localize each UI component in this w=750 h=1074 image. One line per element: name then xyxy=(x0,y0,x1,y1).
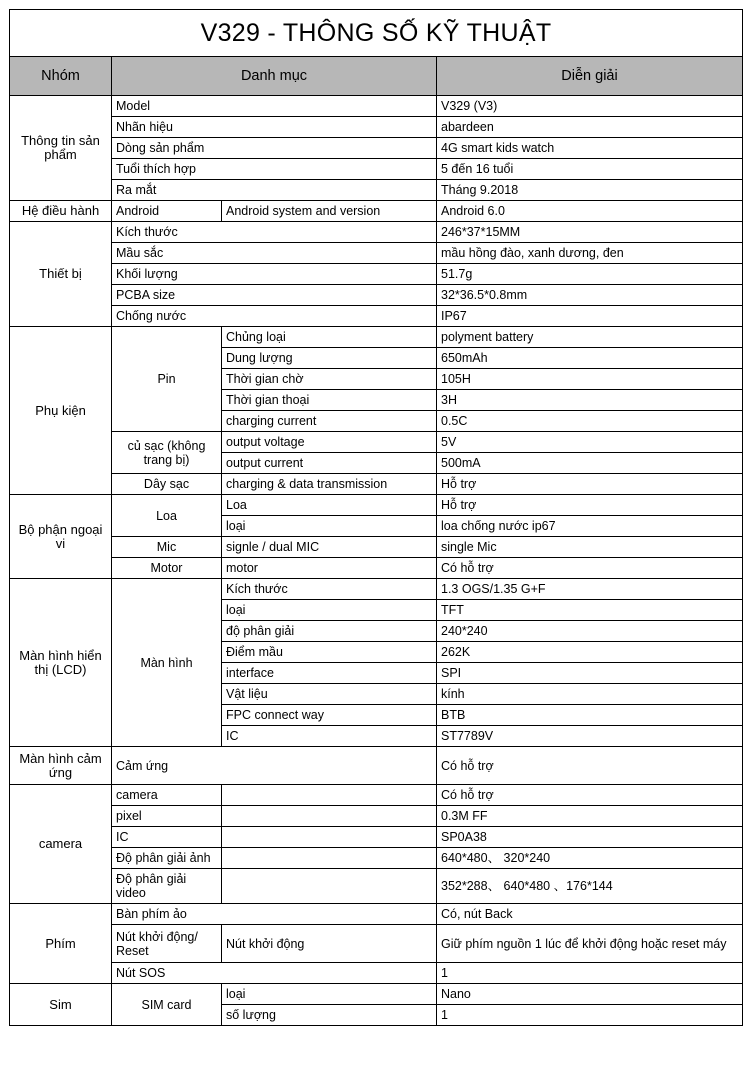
row-sublabel: Android system and version xyxy=(222,201,437,222)
row-value: abardeen xyxy=(437,117,743,138)
row-value: 352*288、 640*480 、176*144 xyxy=(437,869,743,904)
header-group: Nhóm xyxy=(10,57,112,96)
row-label: Cảm ứng xyxy=(112,747,437,785)
row-label: Nhãn hiệu xyxy=(112,117,437,138)
row-value: Tháng 9.2018 xyxy=(437,180,743,201)
row-value: Có, nút Back xyxy=(437,904,743,925)
subgroup-battery: Pin xyxy=(112,327,222,432)
header-description: Diễn giải xyxy=(437,57,743,96)
group-product-info: Thông tin sản phẩm xyxy=(10,96,112,201)
row-label: pixel xyxy=(112,806,222,827)
subgroup-mic: Mic xyxy=(112,537,222,558)
row-value: 4G smart kids watch xyxy=(437,138,743,159)
row-label: charging current xyxy=(222,411,437,432)
row-value: Hỗ trợ xyxy=(437,495,743,516)
row-value: 3H xyxy=(437,390,743,411)
row-value: Giữ phím nguồn 1 lúc để khởi động hoặc reset máy xyxy=(437,925,743,963)
row-value: 5V xyxy=(437,432,743,453)
row-label: motor xyxy=(222,558,437,579)
row-value: 5 đến 16 tuổi xyxy=(437,159,743,180)
row-value: single Mic xyxy=(437,537,743,558)
subgroup-motor: Motor xyxy=(112,558,222,579)
row-label: PCBA size xyxy=(112,285,437,306)
row-value: TFT xyxy=(437,600,743,621)
row-label: charging & data transmission xyxy=(222,474,437,495)
row-label: Dung lượng xyxy=(222,348,437,369)
row-label: Ra mắt xyxy=(112,180,437,201)
row-value: 0.3M FF xyxy=(437,806,743,827)
group-device: Thiết bị xyxy=(10,222,112,327)
group-keys: Phím xyxy=(10,904,112,984)
row-label: Độ phân giải video xyxy=(112,869,222,904)
row-value: Có hỗ trợ xyxy=(437,558,743,579)
row-label: Kích thước xyxy=(112,222,437,243)
subgroup-charger: củ sạc (không trang bị) xyxy=(112,432,222,474)
subgroup-cable: Dây sạc xyxy=(112,474,222,495)
row-label: độ phân giải xyxy=(222,621,437,642)
row-value: loa chống nước ip67 xyxy=(437,516,743,537)
subgroup-screen: Màn hình xyxy=(112,579,222,747)
row-label: IC xyxy=(112,827,222,848)
row-label: loại xyxy=(222,984,437,1005)
group-peripherals: Bộ phận ngoại vi xyxy=(10,495,112,579)
row-value: Hỗ trợ xyxy=(437,474,743,495)
row-value: 105H xyxy=(437,369,743,390)
row-label: output voltage xyxy=(222,432,437,453)
row-label: Thời gian chờ xyxy=(222,369,437,390)
row-label: Nút khởi động/ Reset xyxy=(112,925,222,963)
row-label: Loa xyxy=(222,495,437,516)
row-value: 1 xyxy=(437,1005,743,1026)
row-label: FPC connect way xyxy=(222,705,437,726)
row-label: Mầu sắc xyxy=(112,243,437,264)
row-label: Tuổi thích hợp xyxy=(112,159,437,180)
row-value: 246*37*15MM xyxy=(437,222,743,243)
row-value: 640*480、 320*240 xyxy=(437,848,743,869)
row-label: Thời gian thoại xyxy=(222,390,437,411)
page-title: V329 - THÔNG SỐ KỸ THUẬT xyxy=(10,10,743,57)
row-value: 262K xyxy=(437,642,743,663)
row-label: Chống nước xyxy=(112,306,437,327)
row-empty xyxy=(222,848,437,869)
row-value: 1 xyxy=(437,963,743,984)
row-empty xyxy=(222,827,437,848)
spec-table xyxy=(9,9,743,1026)
row-value: IP67 xyxy=(437,306,743,327)
row-value: Nano xyxy=(437,984,743,1005)
row-value: 1.3 OGS/1.35 G+F xyxy=(437,579,743,600)
row-value: SPI xyxy=(437,663,743,684)
row-value: 0.5C xyxy=(437,411,743,432)
row-label: camera xyxy=(112,785,222,806)
row-label: Android xyxy=(112,201,222,222)
row-value: Có hỗ trợ xyxy=(437,747,743,785)
row-empty xyxy=(222,869,437,904)
row-value: kính xyxy=(437,684,743,705)
row-label: Kích thước xyxy=(222,579,437,600)
row-label: số lượng xyxy=(222,1005,437,1026)
row-label: signle / dual MIC xyxy=(222,537,437,558)
group-touch: Màn hình cảm ứng xyxy=(10,747,112,785)
row-label: Điểm mầu xyxy=(222,642,437,663)
row-label: Khối lượng xyxy=(112,264,437,285)
row-label: loại xyxy=(222,516,437,537)
row-empty xyxy=(222,806,437,827)
row-label: Model xyxy=(112,96,437,117)
group-sim: Sim xyxy=(10,984,112,1026)
row-value: V329 (V3) xyxy=(437,96,743,117)
row-value: 650mAh xyxy=(437,348,743,369)
row-label: IC xyxy=(222,726,437,747)
row-value: 500mA xyxy=(437,453,743,474)
row-label: Bàn phím ảo xyxy=(112,904,437,925)
row-label: interface xyxy=(222,663,437,684)
row-value: mầu hồng đào, xanh dương, đen xyxy=(437,243,743,264)
row-value: ST7789V xyxy=(437,726,743,747)
row-label: Chủng loại xyxy=(222,327,437,348)
row-value: BTB xyxy=(437,705,743,726)
row-label: Nút SOS xyxy=(112,963,437,984)
group-camera: camera xyxy=(10,785,112,904)
group-display: Màn hình hiển thị (LCD) xyxy=(10,579,112,747)
row-label: Độ phân giải ảnh xyxy=(112,848,222,869)
row-sublabel: Nút khởi động xyxy=(222,925,437,963)
row-value: 51.7g xyxy=(437,264,743,285)
row-value: polyment battery xyxy=(437,327,743,348)
row-value: Android 6.0 xyxy=(437,201,743,222)
group-accessories: Phụ kiện xyxy=(10,327,112,495)
row-value: 240*240 xyxy=(437,621,743,642)
group-os: Hệ điều hành xyxy=(10,201,112,222)
row-label: Vật liệu xyxy=(222,684,437,705)
row-value: Có hỗ trợ xyxy=(437,785,743,806)
subgroup-speaker: Loa xyxy=(112,495,222,537)
row-empty xyxy=(222,785,437,806)
row-label: output current xyxy=(222,453,437,474)
row-value: SP0A38 xyxy=(437,827,743,848)
row-label: Dòng sản phẩm xyxy=(112,138,437,159)
spec-sheet xyxy=(9,9,742,1026)
header-category: Danh mục xyxy=(112,57,437,96)
row-label: loại xyxy=(222,600,437,621)
row-value: 32*36.5*0.8mm xyxy=(437,285,743,306)
subgroup-sim-card: SIM card xyxy=(112,984,222,1026)
